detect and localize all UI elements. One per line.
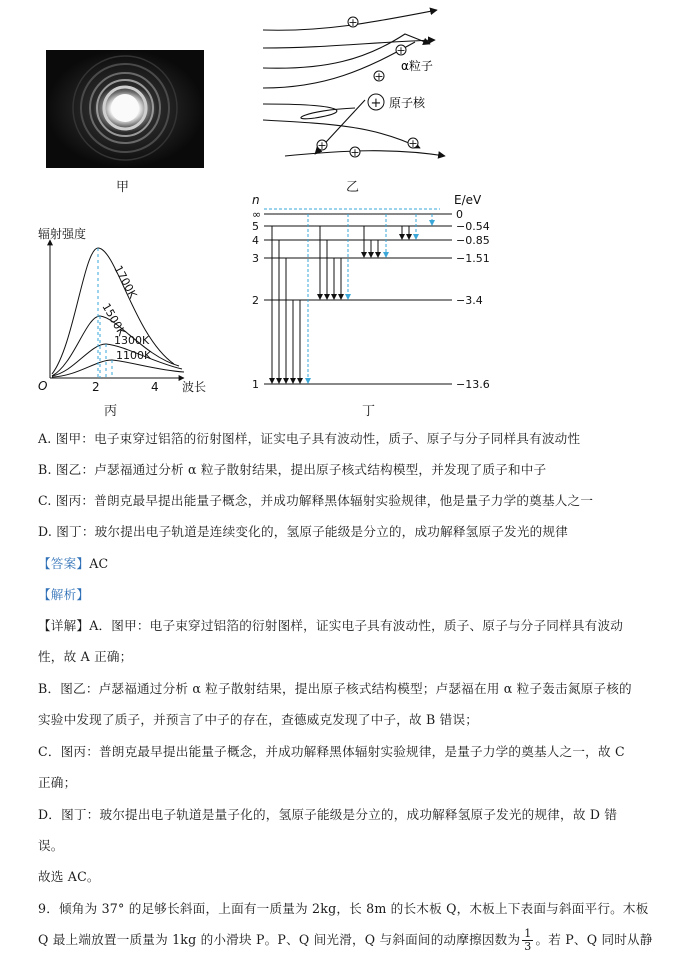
transition-arrowhead [345,294,351,300]
transition-arrowhead [324,294,330,300]
transition-arrowhead [305,378,311,384]
svg-text:+: + [348,16,358,29]
svg-text:+: + [350,146,360,159]
alpha-scattering-figure [255,0,455,170]
question-9-text-b: 。若 P、Q 同时从静 [535,932,653,947]
transition-arrowhead [383,252,389,258]
svg-text:+: + [317,139,327,152]
svg-text:+: + [374,70,384,83]
question-9-line1: 9．倾角为 37° 的足够长斜面，上面有一质量为 2kg，长 8m 的长木板 Q，木板上下表面与斜面平行。木板 [38,901,649,916]
transition-arrowhead [429,220,435,226]
wavelength-axis-label: 波长 [182,380,207,394]
transition-arrowhead [331,294,337,300]
transition-arrowhead [375,252,381,258]
level-n-label: 4 [252,234,259,247]
curve-label-1300k: 1300K [114,334,150,347]
diffraction-pattern-figure [46,50,204,168]
transition-arrowhead [361,252,367,258]
energy-level-figure [244,192,506,396]
level-energy-label: 0 [456,208,463,221]
nucleus-label: 原子核 [389,96,426,110]
transition-arrowhead [368,252,374,258]
svg-text:+: + [408,137,418,150]
transition-arrowhead [283,378,289,384]
transition-arrowhead [297,378,303,384]
x-tick-2: 2 [92,380,100,394]
detail-b-line2: 实验中发现了质子，并预言了中子的存在，查德威克发现了中子，故 B 错误； [38,712,479,727]
option-b: B. 图乙：卢瑟福通过分析 α 粒子散射结果，提出原子核式结构模型，并发现了质子和中子 [38,462,547,477]
answer-tag: 【答案】 [38,556,90,571]
question-9-line2 [38,928,653,953]
detail-tag: 【详解】 [38,618,90,633]
detail-c-line1: C．图丙：普朗克最早提出能量子概念，并成功解释黑体辐射实验规律，是量子力学的奠基人之一，故 C [38,744,625,759]
blackbody-radiation-figure [34,226,214,398]
figure-jia-caption: 甲 [116,180,130,195]
origin-label: O [38,379,48,393]
transition-arrowhead [338,294,344,300]
energy-axis-label: E/eV [454,193,482,207]
level-n-label: ∞ [252,208,262,221]
option-a: A. 图甲：电子束穿过铝箔的衍射图样，证实电子具有波动性，质子、原子与分子同样具有波动性 [38,431,581,446]
alpha-particle-label: α粒子 [401,59,433,73]
answer-value: AC [89,556,109,571]
transition-arrowhead [413,234,419,240]
option-c: C. 图丙：普朗克最早提出能量子概念，并成功解释黑体辐射实验规律，他是量子力学的奠基人之一 [38,493,594,508]
detail-c-line2: 正确； [38,775,77,790]
detail-a-line1 [38,615,623,634]
transition-arrowhead [406,234,412,240]
curve-label-1700k: 1700K [111,263,140,301]
level-energy-label: −13.6 [456,378,490,391]
detail-a-text: A．图甲：电子束穿过铝箔的衍射图样，证实电子具有波动性，质子、原子与分子同样具有波动 [89,618,624,633]
curve-label-1500k: 1500K [99,301,129,339]
detail-a-line2: 性，故 A 正确； [38,649,133,664]
transition-arrowhead [399,234,405,240]
conclusion: 故选 AC。 [38,869,100,884]
detail-d-line2: 误。 [38,838,64,853]
answer-line [38,553,108,572]
fraction-numerator: 1 [524,927,532,940]
fraction-denominator: 3 [524,940,532,953]
transition-arrowhead [317,294,323,300]
transition-arrowhead [269,378,275,384]
svg-text:+: + [370,96,382,111]
n-axis-label: n [252,193,260,207]
level-energy-label: −0.85 [456,234,490,247]
detail-d-line1: D．图丁：玻尔提出电子轨道是量子化的，氢原子能级是分立的，成功解释氢原子发光的规律，故 D 错 [38,807,618,822]
intensity-axis-label: 辐射强度 [38,227,87,241]
figure-ding-caption: 丁 [362,404,376,419]
detail-b-line1: B．图乙：卢瑟福通过分析 α 粒子散射结果，提出原子核式结构模型；卢瑟福在用 α 粒子轰击氮原子核的 [38,681,632,696]
friction-fraction [522,928,533,953]
curve-label-1100k: 1100K [116,349,152,362]
x-tick-4: 4 [151,380,159,394]
figure-yi-caption: 乙 [346,180,360,195]
level-n-label: 5 [252,220,259,233]
figure-bing-caption: 丙 [104,404,118,419]
analysis-tag: 【解析】 [38,587,90,602]
level-n-label: 3 [252,252,259,265]
question-9-text-a: Q 最上端放置一质量为 1kg 的小滑块 P。P、Q 间光滑，Q 与斜面间的动摩擦因数为 [38,932,521,947]
level-n-label: 2 [252,294,259,307]
option-d: D. 图丁：玻尔提出电子轨道是连续变化的，氢原子能级是分立的，成功解释氢原子发光的规律 [38,524,569,539]
level-energy-label: −0.54 [456,220,490,233]
transition-arrowhead [290,378,296,384]
level-energy-label: −1.51 [456,252,490,265]
svg-text:+: + [396,44,406,57]
transition-arrowhead [276,378,282,384]
level-n-label: 1 [252,378,259,391]
level-energy-label: −3.4 [456,294,483,307]
